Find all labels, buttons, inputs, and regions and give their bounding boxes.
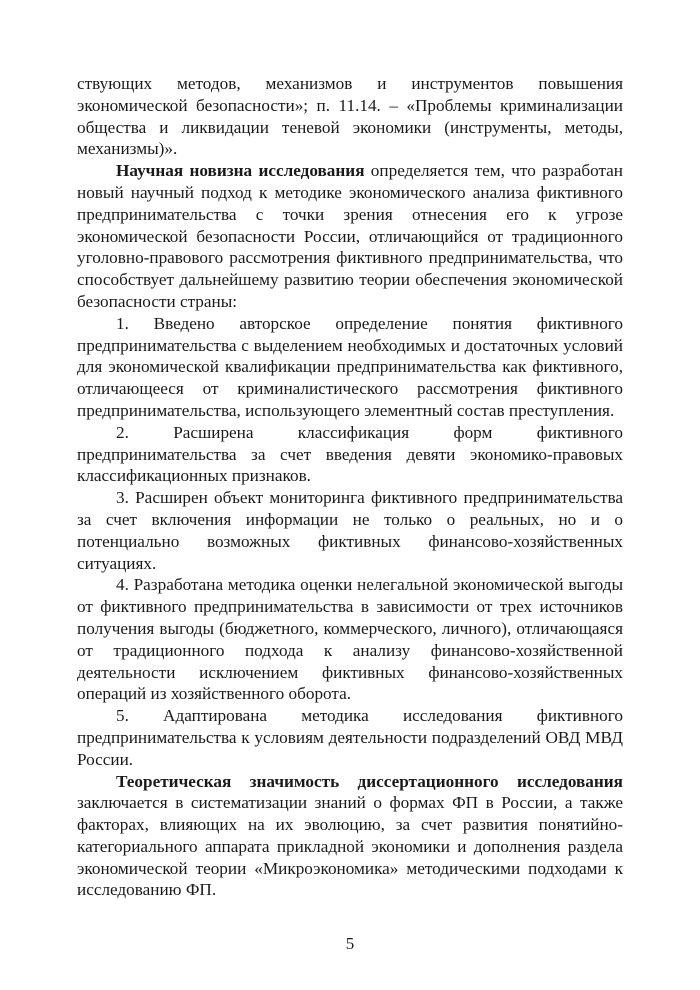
body-text <box>77 73 623 901</box>
list-item-2: 2. Расширена классификация форм фиктивного предпринимательства за счет введения девяти экономико-правовых классификационных признаков. <box>77 422 623 486</box>
list-item-5: 5. Адаптирована методика исследования фиктивного предпринимательства к условиям деятельности подразделений ОВД МВД России. <box>77 706 623 769</box>
novelty-text: определяется тем, что разработан новый научный подход к методике экономического анализа фиктивного предпринимательства с точки зрения отнесения его к угрозе экономической безопасности России, отличающийся от традиционного уголовно-правового рассмотрения фиктивного предпринимательства, что способствует дальнейшему развитию теории обеспечения экономической безопасности страны: <box>77 161 623 311</box>
significance-heading: Теоретическая значимость диссертационного исследования <box>116 771 623 791</box>
list-item-3: 3. Расширен объект мониторинга фиктивного предпринимательства за счет включения информации не только о реальных, но и о потенциально возможных фиктивных финансово-хозяйственных ситуациях. <box>77 488 623 573</box>
novelty-paragraph <box>77 160 623 313</box>
list-item-1: 1. Введено авторское определение понятия фиктивного предпринимательства с выделением необходимых и достаточных условий для экономической квалификации предпринимательства как фиктивного, отличающееся от криминалистического рассмотрения фиктивного предпринимательства, использующего элементный состав преступления. <box>77 313 623 420</box>
novelty-heading: Научная новизна исследования <box>116 161 365 181</box>
significance-text: заключается в систематизации знаний о формах ФП в России, а также факторах, влияющих на их эволюцию, за счет развития понятийно-категориального аппарата прикладной экономики и дополнения раздела экономической теории «Микроэкономика» методическими подходами к исследованию ФП. <box>77 793 623 900</box>
page-number: 5 <box>345 934 355 953</box>
intro-continuation-paragraph: ствующих методов, механизмов и инструментов повышения экономической безопасности»; п. 11.14. – «Проблемы криминализации общества и ликвидации теневой экономики (инструменты, методы, механизмы)». <box>77 74 623 159</box>
list-item-4: 4. Разработана методика оценки нелегальной экономической выгоды от фиктивного предпринимательства в зависимости от трех источников получения выгоды (бюджетного, коммерческого, личного), отличающаяся от традиционного подхода к анализу финансово-хозяйственной деятельности исключением фиктивных финансово-хозяйственных операций из хозяйственного оборота. <box>77 575 623 704</box>
significance-paragraph <box>77 771 623 902</box>
